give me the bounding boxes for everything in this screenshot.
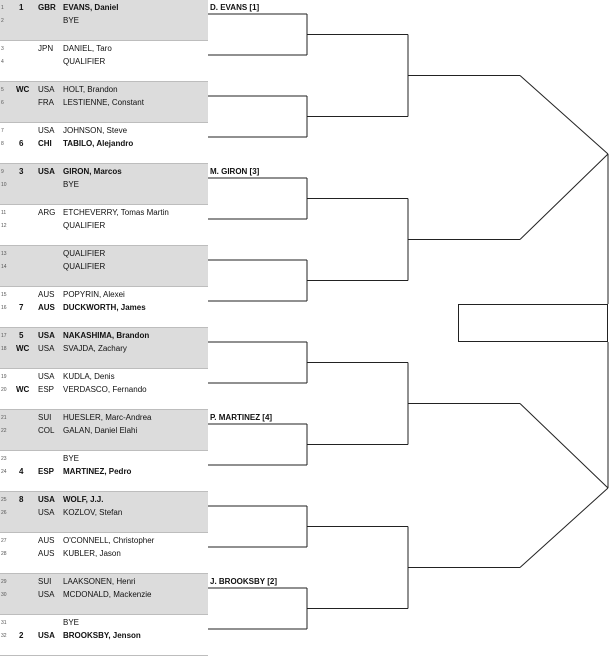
- country-code: FRA: [38, 98, 54, 107]
- draw-position: 15: [1, 292, 7, 298]
- second-round-player: D. EVANS [1]: [210, 3, 260, 12]
- draw-position: 11: [1, 210, 7, 216]
- seed-status: 2: [19, 631, 24, 640]
- draw-position: 19: [1, 374, 7, 380]
- draw-position: 20: [1, 387, 7, 393]
- country-code: USA: [38, 331, 55, 340]
- player-name: BYE: [63, 454, 80, 463]
- bracket-line: [520, 76, 608, 155]
- bracket-line: [520, 404, 608, 489]
- draw-position: 22: [1, 428, 7, 434]
- draw-position: 24: [1, 469, 7, 475]
- country-code: SUI: [38, 413, 52, 422]
- draw-position: 27: [1, 538, 7, 544]
- draw-position: 32: [1, 633, 7, 639]
- second-round-player: M. GIRON [3]: [210, 167, 260, 176]
- player-name: POPYRIN, Alexei: [63, 290, 125, 299]
- country-code: ARG: [38, 208, 56, 217]
- country-code: AUS: [38, 536, 55, 545]
- player-name: JOHNSON, Steve: [63, 126, 128, 135]
- country-code: AUS: [38, 549, 55, 558]
- draw-position: 5: [1, 87, 4, 93]
- draw-position: 7: [1, 128, 4, 134]
- draw-position: 8: [1, 141, 4, 147]
- country-code: USA: [38, 167, 55, 176]
- country-code: AUS: [38, 290, 55, 299]
- country-code: USA: [38, 126, 55, 135]
- country-code: USA: [38, 495, 55, 504]
- player-name: HUESLER, Marc-Andrea: [63, 413, 152, 422]
- player-name: O'CONNELL, Christopher: [63, 536, 155, 545]
- player-name: MARTINEZ, Pedro: [63, 467, 132, 476]
- player-name: VERDASCO, Fernando: [63, 385, 147, 394]
- country-code: JPN: [38, 44, 54, 53]
- draw-position: 31: [1, 620, 7, 626]
- country-code: AUS: [38, 303, 55, 312]
- draw-position: 13: [1, 251, 7, 257]
- country-code: USA: [38, 508, 55, 517]
- second-round-player: P. MARTINEZ [4]: [210, 413, 273, 422]
- draw-position: 26: [1, 510, 7, 516]
- country-code: USA: [38, 631, 55, 640]
- player-name: BYE: [63, 16, 80, 25]
- country-code: CHI: [38, 139, 52, 148]
- draw-position: 25: [1, 497, 7, 503]
- seed-status: WC: [16, 344, 30, 353]
- player-name: TABILO, Alejandro: [63, 139, 134, 148]
- player-name: KUBLER, Jason: [63, 549, 121, 558]
- draw-position: 12: [1, 223, 7, 229]
- draw-position: 9: [1, 169, 4, 175]
- draw-position: 4: [1, 59, 4, 65]
- country-code: COL: [38, 426, 55, 435]
- player-name: DANIEL, Taro: [63, 44, 112, 53]
- country-code: USA: [38, 85, 55, 94]
- draw-position: 30: [1, 592, 7, 598]
- player-name: WOLF, J.J.: [63, 495, 104, 504]
- seed-status: 6: [19, 139, 24, 148]
- draw-position: 18: [1, 346, 7, 352]
- seed-status: 3: [19, 167, 24, 176]
- country-code: ESP: [38, 385, 55, 394]
- player-name: QUALIFIER: [63, 221, 106, 230]
- player-name: BROOKSBY, Jenson: [63, 631, 141, 640]
- second-round-player: J. BROOKSBY [2]: [210, 577, 277, 586]
- player-name: QUALIFIER: [63, 249, 106, 258]
- country-code: ESP: [38, 467, 55, 476]
- bracket-line: [520, 154, 608, 240]
- player-name: QUALIFIER: [63, 262, 106, 271]
- country-code: USA: [38, 372, 55, 381]
- player-name: QUALIFIER: [63, 57, 106, 66]
- seed-status: 8: [19, 495, 24, 504]
- player-name: LAAKSONEN, Henri: [63, 577, 136, 586]
- player-name: KUDLA, Denis: [63, 372, 115, 381]
- draw-position: 2: [1, 18, 4, 24]
- player-name: HOLT, Brandon: [63, 85, 118, 94]
- seed-status: 7: [19, 303, 24, 312]
- player-name: SVAJDA, Zachary: [63, 344, 127, 353]
- seed-status: 4: [19, 467, 24, 476]
- player-name: NAKASHIMA, Brandon: [63, 331, 150, 340]
- champion-box: [458, 304, 608, 342]
- country-code: SUI: [38, 577, 52, 586]
- seed-status: 1: [19, 3, 24, 12]
- draw-position: 21: [1, 415, 7, 421]
- player-name: KOZLOV, Stefan: [63, 508, 123, 517]
- country-code: GBR: [38, 3, 56, 12]
- player-name: DUCKWORTH, James: [63, 303, 146, 312]
- seed-status: WC: [16, 385, 30, 394]
- player-name: EVANS, Daniel: [63, 3, 119, 12]
- player-name: BYE: [63, 180, 80, 189]
- draw-position: 16: [1, 305, 7, 311]
- country-code: USA: [38, 344, 55, 353]
- draw-position: 29: [1, 579, 7, 585]
- player-name: GIRON, Marcos: [63, 167, 122, 176]
- player-name: LESTIENNE, Constant: [63, 98, 144, 107]
- draw-position: 1: [1, 5, 4, 11]
- draw-position: 17: [1, 333, 7, 339]
- player-name: MCDONALD, Mackenzie: [63, 590, 152, 599]
- draw-position: 3: [1, 46, 4, 52]
- country-code: USA: [38, 590, 55, 599]
- seed-status: WC: [16, 85, 30, 94]
- player-name: GALAN, Daniel Elahi: [63, 426, 138, 435]
- player-name: BYE: [63, 618, 80, 627]
- draw-position: 10: [1, 182, 7, 188]
- draw-position: 14: [1, 264, 7, 270]
- bracket-line: [520, 488, 608, 568]
- player-name: ETCHEVERRY, Tomas Martin: [63, 208, 169, 217]
- draw-position: 6: [1, 100, 4, 106]
- draw-position: 28: [1, 551, 7, 557]
- draw-position: 23: [1, 456, 7, 462]
- seed-status: 5: [19, 331, 24, 340]
